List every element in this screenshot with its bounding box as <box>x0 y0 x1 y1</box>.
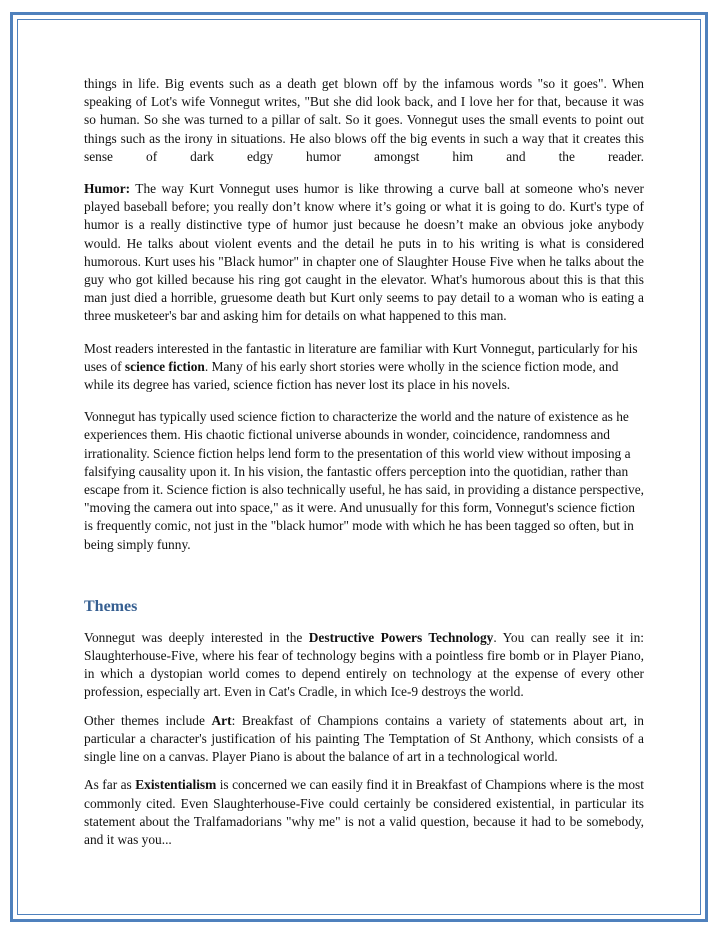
t3-text-b: is concerned we can easily find it in Breakfast of Champions where is the most commonly cited. Even Slaughterhouse-Five could certainly be considered existential, in particular its statement about the Tralfamadorians "why me" is not a valid question, because it had to be somebody, and it was you... <box>84 777 644 847</box>
t2-text-a: Other themes include <box>84 712 212 728</box>
document-body <box>84 75 644 859</box>
t2-text-b: : Breakfast of Champions contains a variety of statements about art, in particular a character's justification of his painting The Temptation of St Anthony, which consists of a single line on a canvas. Player Piano is about the balance of art in a technological world. <box>84 712 644 765</box>
sf-text-b: . Many of his early short stories were wholly in the science fiction mode, and while its degree has varied, science fiction has never lost its place in his novels. <box>84 358 619 393</box>
technology-theme-paragraph <box>84 629 644 702</box>
existentialism-theme-paragraph <box>84 776 644 849</box>
t3-text-a: As far as <box>84 777 136 793</box>
humor-paragraph <box>84 180 644 326</box>
t1-bold: Destructive Powers Technology <box>308 629 494 645</box>
intro-paragraph: things in life. Big events such as a death get blown off by the infamous words "so it goes". When speaking of Lot's wife Vonnegut writes, "But she did look back, and I love her for that, because it was so human. So she was turned to a pillar of salt. So it goes. Vonnegut uses the small events to point out things such as the irony in situations. He also blows off the big events in such a way that it creates this sense of dark edgy humor amongst him and the reader. <box>84 76 644 164</box>
sf-bold: science fiction <box>124 358 205 374</box>
humor-label: Humor: <box>84 181 131 197</box>
art-theme-paragraph <box>84 712 644 767</box>
themes-heading: Themes <box>84 597 138 615</box>
humor-text: The way Kurt Vonnegut uses humor is like throwing a curve ball at someone who's never played baseball before; you really don’t know where it’s going or what it is going to do. Kurt's type of humor is a really distinctive type of humor just because he doesn’t make an obvious joke anybody would. He talks about violent events and the detail he puts in to his writing is what is considered humorous. Kurt uses his "Black humor" in chapter one of Slaughter House Five when he talks about the guy who got killed because his ring got caught in the elevator. What's humorous about this is that this man just died a horrible, gruesome death but Kurt only seems to pay detail to a woman who is eating a three musketeer's bar and asking him for details on what happened to this man. <box>84 181 644 324</box>
sf-text-a: Most readers interested in the fantastic in literature are familiar with Kurt Vonnegut, particularly for his uses of <box>84 340 638 374</box>
t1-text-b: . You can really see it in: Slaughterhouse-Five, where his fear of technology begins with a pointless fire bomb or in Player Piano, in which a dystopian world comes to depend entirely on technology at the expense of every other profession, especially art. Even in Cat's Cradle, in which Ice-9 destroys the world. <box>84 629 644 700</box>
t3-bold: Existentialism <box>135 777 217 793</box>
t2-bold: Art <box>211 712 232 728</box>
t1-text-a: Vonnegut was deeply interested in the <box>84 629 309 645</box>
worldview-paragraph: Vonnegut has typically used science fiction to characterize the world and the nature of existence as he experiences them. His chaotic fictional universe abounds in wonder, coincidence, randomness and irrationality. Science fiction helps lend form to the presentation of this world view without imposing a falsifying causality upon it. In his vision, the fantastic offers perception into the quotidian, rather than escape from it. Science fiction is also technically useful, he has said, in providing a distance perspective, "moving the camera out into space," as it were. And unusually for this form, Vonnegut's science fiction is frequently comic, not just in the "black humor" mode with which he has been tagged so often, but in being simply funny. <box>84 409 644 552</box>
science-fiction-paragraph <box>84 340 644 395</box>
